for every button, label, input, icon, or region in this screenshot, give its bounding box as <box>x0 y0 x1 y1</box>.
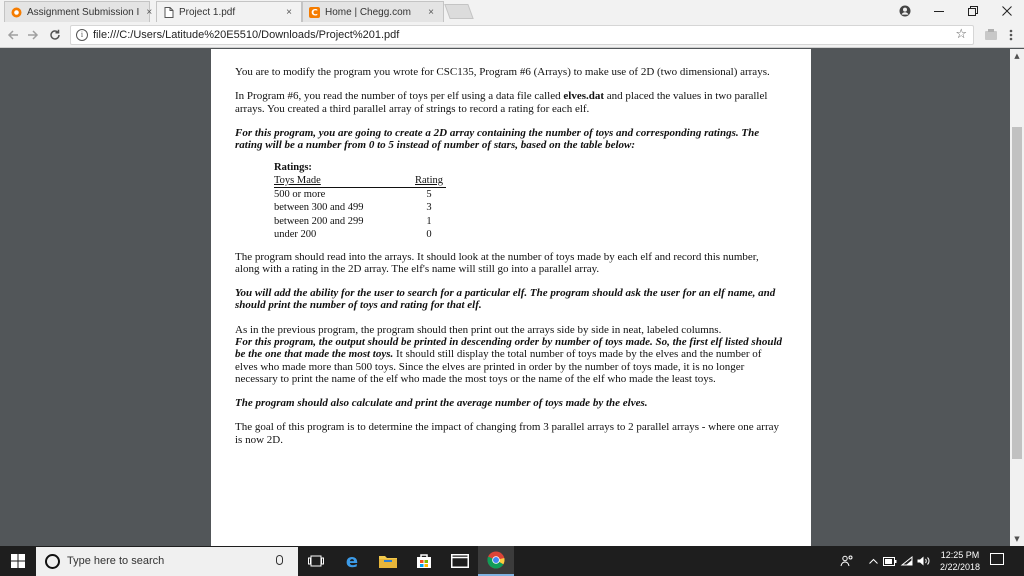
paragraph-read-arrays: The program should read into the arrays. It should look at the number of toys made by each elf and record this number, along with a rating in the 2D array. The elf's name will still go into a parallel array. <box>235 250 759 275</box>
chevron-up-icon[interactable] <box>866 546 880 576</box>
menu-dots-icon[interactable] <box>1002 26 1020 44</box>
tab-chegg-home[interactable] <box>302 1 444 22</box>
browser-toolbar <box>0 22 1024 48</box>
ratings-header-row <box>274 175 446 188</box>
forward-arrow-icon[interactable] <box>24 26 42 44</box>
battery-icon[interactable] <box>882 546 898 576</box>
clock-time: 12:25 PM <box>940 550 980 560</box>
col-rating: Rating <box>415 174 443 186</box>
bookmark-star-icon[interactable]: ☆ <box>955 27 967 42</box>
pdf-viewer[interactable] <box>0 49 1010 546</box>
store-icon[interactable] <box>406 546 442 576</box>
page-content <box>235 66 783 458</box>
table-row <box>274 201 474 214</box>
paragraph-text: As in the previous program, the program should then print out the arrays side by side in neat, labeled columns. <box>235 323 722 336</box>
table-row <box>274 188 474 201</box>
microphone-icon[interactable] <box>276 555 283 565</box>
pdf-page <box>211 49 811 546</box>
rating-cell: 1 <box>426 215 432 227</box>
chegg-c-favicon <box>309 7 320 18</box>
reload-icon[interactable] <box>46 26 64 44</box>
rating-cell: 3 <box>426 202 432 214</box>
scroll-up-arrow-icon[interactable]: ▲ <box>1014 52 1020 60</box>
paragraph-average: The program should also calculate and print the average number of toys made by the elves. <box>235 397 648 410</box>
extension-icon[interactable] <box>982 26 1000 44</box>
scroll-down-arrow-icon[interactable]: ▼ <box>1014 535 1020 543</box>
paragraph-output <box>235 324 783 385</box>
col-toys-made: Toys Made <box>274 174 321 186</box>
address-bar[interactable] <box>70 25 974 45</box>
browser-tab-strip <box>0 0 1024 22</box>
profile-icon[interactable] <box>888 0 922 22</box>
close-icon[interactable]: × <box>286 6 292 18</box>
vertical-scrollbar[interactable] <box>1010 49 1024 546</box>
new-tab-button[interactable] <box>444 4 473 19</box>
rating-cell: 5 <box>426 188 432 200</box>
toys-cell: between 200 and 299 <box>274 215 364 227</box>
close-icon[interactable]: × <box>146 6 153 18</box>
tab-assignment-submission[interactable] <box>4 1 153 22</box>
svg-text:e: e <box>345 551 359 572</box>
restore-icon[interactable] <box>956 0 990 22</box>
paragraph-intro: You are to modify the program you wrote for CSC135, Program #6 (Arrays) to make use of 2D (two dimensional) arrays. <box>235 66 770 78</box>
cortana-circle-icon <box>45 554 60 569</box>
paragraph-text: In Program #6, you read the number of toys per elf using a data file called <box>235 90 564 103</box>
rating-cell: 0 <box>426 229 432 241</box>
windows-taskbar <box>0 546 1024 576</box>
minimize-icon[interactable] <box>922 0 956 22</box>
window-app-icon[interactable] <box>442 546 478 576</box>
filename-text: elves.dat <box>563 90 605 103</box>
tab-title: Assignment Submission I <box>27 6 140 18</box>
table-row <box>274 215 474 228</box>
svg-text:C: C <box>311 8 318 19</box>
document-icon <box>163 7 174 18</box>
ratings-title: Ratings: <box>274 162 312 174</box>
paragraph-2d-array: For this program, you are going to create a 2D array containing the number of toys and corresponding ratings. The rating will be a number from 0 to 5 instead of number of stars, based on the table below: <box>235 126 760 152</box>
close-icon[interactable]: × <box>428 6 434 18</box>
chegg-favicon <box>11 7 22 18</box>
task-view-icon[interactable] <box>298 546 334 576</box>
toys-cell: 500 or more <box>274 188 326 200</box>
back-arrow-icon[interactable] <box>4 26 22 44</box>
search-placeholder[interactable]: Type here to search <box>67 555 165 567</box>
toys-cell: under 200 <box>274 229 317 241</box>
paragraph-text: and placed the values in two parallel arrays. You created a third parallel array of strings to record a rating for each elf. <box>235 90 768 115</box>
paragraph-goal: The goal of this program is to determine the impact of changing from 3 parallel arrays to 2 parallel arrays - where one array is now 2D. <box>235 421 779 446</box>
paragraph-text: It should still display the total number of toys made by the elves and the number of elves who made more than 500 toys. Since the elves are printed in order by the number of toys made, it is no longer necessary to print the name of the elf who made the most toys or the name of the elf who made the least toys. <box>235 348 762 385</box>
file-explorer-icon[interactable] <box>370 546 406 576</box>
edge-browser-icon[interactable] <box>334 546 370 576</box>
url-text[interactable]: file:///C:/Users/Latitude%20E5510/Downloads/Project%201.pdf <box>93 29 400 41</box>
paragraph-search: You will add the ability for the user to search for a particular elf. The program should ask the user for an elf name, and should print the number of toys and rating for that elf. <box>235 287 776 312</box>
wifi-icon[interactable] <box>899 546 915 576</box>
tab-title: Home | Chegg.com <box>325 6 411 18</box>
chrome-icon[interactable] <box>478 546 514 576</box>
people-icon[interactable] <box>838 546 856 576</box>
action-center-icon[interactable] <box>990 553 1004 565</box>
info-icon[interactable]: i <box>76 29 88 41</box>
windows-start-icon[interactable] <box>0 546 36 576</box>
taskbar-search-box[interactable] <box>36 547 298 576</box>
ratings-table <box>274 161 474 241</box>
table-row <box>274 228 474 241</box>
toys-cell: between 300 and 499 <box>274 202 364 214</box>
tab-project-pdf[interactable] <box>156 1 302 22</box>
scrollbar-thumb[interactable] <box>1012 127 1022 459</box>
system-clock[interactable] <box>930 549 990 573</box>
emphasis-text: For this program, the output should be printed in descending order by number of toys made. So, the first elf listed should be the one that made the most toys. <box>235 336 783 361</box>
close-window-icon[interactable] <box>990 0 1024 22</box>
paragraph-program6 <box>235 90 783 115</box>
tab-title: Project 1.pdf <box>179 6 236 18</box>
clock-date: 2/22/2018 <box>939 562 981 572</box>
